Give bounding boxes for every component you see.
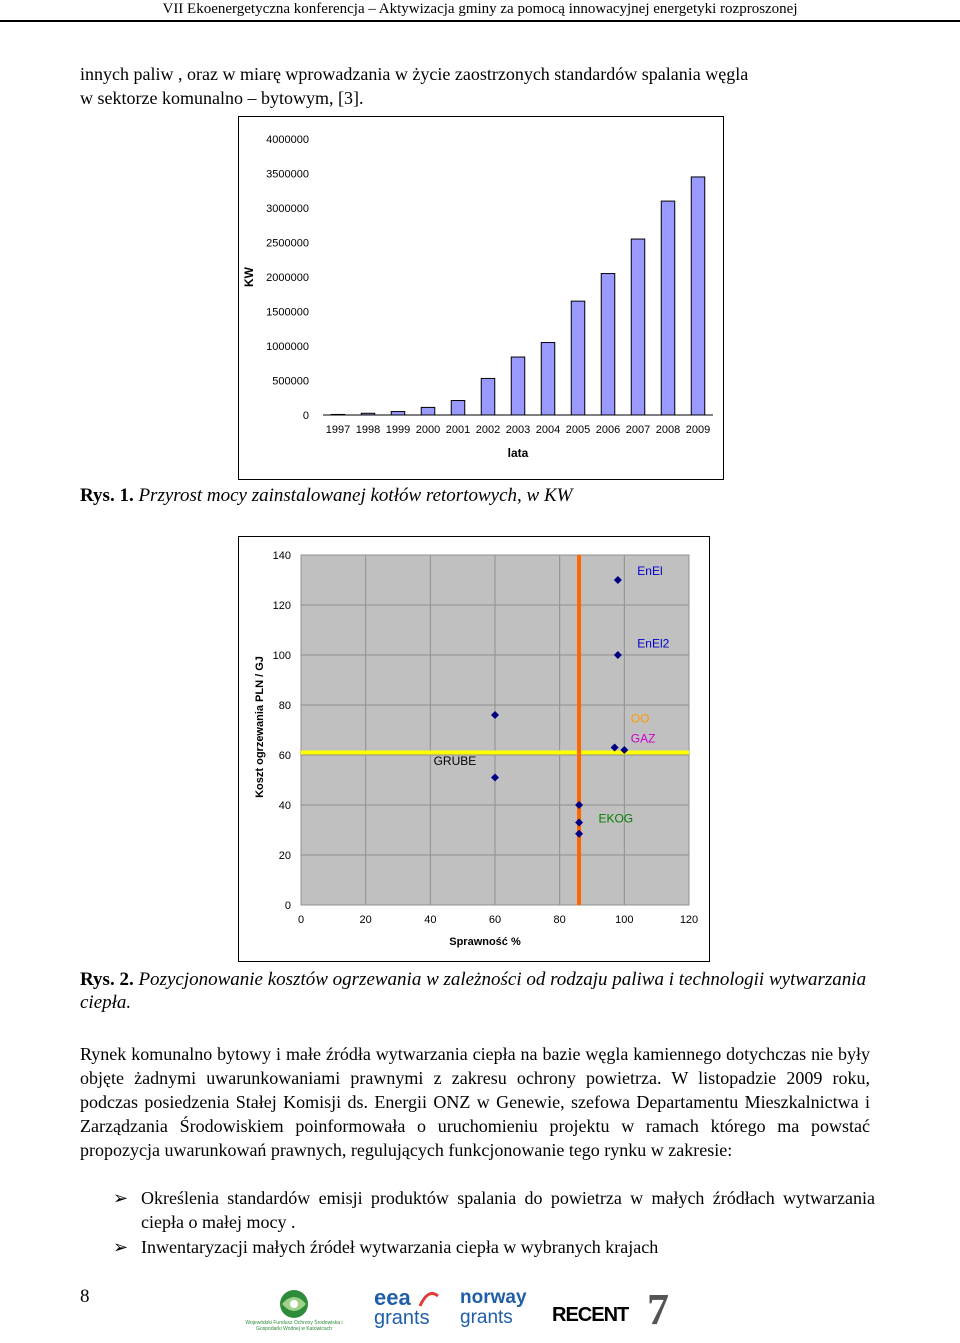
y-tick-label: 4000000 <box>266 134 309 146</box>
y-tick-label: 1500000 <box>266 306 309 319</box>
recent-text: RECENT <box>552 1304 629 1326</box>
bar <box>571 301 585 415</box>
figure-2-caption <box>80 968 870 1014</box>
y-tick-label: 140 <box>272 550 291 562</box>
fp7-text: 7 <box>647 1285 669 1334</box>
figure-2-text: Pozycjonowanie kosztów ogrzewania w zależności od rodzaju paliwa i technologii wytwarzania ciepła. <box>80 969 867 1013</box>
wfosigw-text: Wojewódzki Fundusz Ochrony Środowiska i Gospodarki Wodnej w Katowicach <box>245 1320 343 1332</box>
point-label: GAZ <box>630 731 656 746</box>
x-tick-label: 100 <box>615 914 634 926</box>
point-label: EnEl2 <box>637 636 670 651</box>
bullet-item-1 <box>115 1186 875 1234</box>
bar <box>511 357 525 415</box>
recent-logo <box>552 1304 629 1328</box>
x-axis-title: lata <box>507 446 529 460</box>
x-tick-label: 2006 <box>595 424 621 436</box>
x-tick-label: 2002 <box>475 424 501 436</box>
x-tick-label: 2008 <box>655 424 681 436</box>
header-rule <box>0 20 960 22</box>
y-tick-label: 3000000 <box>266 203 309 215</box>
x-tick-label: 2005 <box>565 424 591 436</box>
y-tick-label: 80 <box>278 700 291 712</box>
x-tick-label: 1999 <box>385 424 411 436</box>
x-axis-title: Sprawność % <box>449 936 521 948</box>
y-axis-title: KW <box>242 267 256 287</box>
x-tick-label: 120 <box>679 914 699 926</box>
y-tick-label: 500000 <box>272 375 309 388</box>
x-tick-label: 2003 <box>505 424 531 436</box>
running-header: VII Ekoenergetyczna konferencja – Aktywizacja gminy za pomocą innowacyjnej energetyki rozproszonej <box>162 1 798 17</box>
eea-swirl-icon <box>418 1288 440 1310</box>
x-tick-label: 1997 <box>325 424 351 436</box>
x-tick-label: 2004 <box>535 424 561 436</box>
page-number: 8 <box>80 1286 90 1307</box>
x-tick-label: 20 <box>359 914 372 926</box>
x-tick-label: 0 <box>297 914 305 926</box>
eea-grants-text: grants <box>374 1307 430 1329</box>
x-tick-label: 2000 <box>415 424 441 436</box>
intro-line-1: innych paliw , oraz w miarę wprowadzania w życie zaostrzonych standardów spalania węgla <box>80 64 749 84</box>
bar <box>541 343 555 415</box>
y-tick-label: 1000000 <box>266 341 309 353</box>
bullet-arrow-icon: ➢ <box>113 1237 129 1257</box>
figure-1-label: Rys. 1. <box>80 485 134 506</box>
bar <box>421 407 435 415</box>
y-tick-label: 60 <box>278 750 291 762</box>
y-tick-label: 2000000 <box>266 272 309 284</box>
bar-chart-frame <box>238 116 724 480</box>
y-tick-label: 0 <box>302 410 309 422</box>
y-tick-label: 40 <box>278 800 291 812</box>
x-tick-label: 2001 <box>445 424 471 436</box>
scatter-chart <box>239 537 709 961</box>
bar <box>391 412 405 415</box>
bar <box>451 401 465 415</box>
x-tick-label: 2009 <box>685 424 711 436</box>
eea-text: eea <box>374 1285 411 1310</box>
y-axis-title: Koszt ogrzewania PLN / GJ <box>254 656 266 798</box>
bar <box>631 239 645 415</box>
x-tick-label: 60 <box>488 914 502 926</box>
bar <box>691 177 705 415</box>
y-tick-label: 120 <box>272 600 291 612</box>
x-tick-label: 40 <box>424 914 437 926</box>
fp7-logo <box>630 1285 686 1338</box>
figure-1-text: Przyrost mocy zainstalowanej kotłów retortowych, w KW <box>133 485 573 506</box>
bullet-text-1: Określenia standardów emisji produktów spalania do powietrza w małych źródłach wytwarzania ciepła o małej mocy . <box>141 1188 875 1232</box>
point-label: EnEl <box>637 564 663 578</box>
x-tick-label: 1998 <box>355 424 381 436</box>
bullet-arrow-icon: ➢ <box>113 1188 129 1208</box>
bar <box>481 378 495 415</box>
point-label: OO <box>630 711 650 726</box>
y-tick-label: 0 <box>284 900 291 912</box>
bullet-item-2 <box>115 1235 875 1259</box>
bar <box>661 201 675 415</box>
bar-chart <box>239 117 723 479</box>
bar <box>601 274 615 415</box>
point-label: EKOG <box>598 811 634 826</box>
bar <box>361 413 375 415</box>
norway-grants-logo <box>460 1288 538 1338</box>
y-tick-label: 2500000 <box>266 237 309 250</box>
bar <box>331 414 345 415</box>
eea-grants-logo <box>374 1285 440 1338</box>
norway-grants-text: grants <box>460 1307 513 1328</box>
figure-2-label: Rys. 2. <box>80 969 134 990</box>
point-label: GRUBE <box>433 754 477 768</box>
y-tick-label: 20 <box>278 850 291 862</box>
intro-line-2: w sektorze komunalno – bytowym, [3]. <box>80 88 364 108</box>
bullet-text-2: Inwentaryzacji małych źródeł wytwarzania ciepła w wybranych krajach <box>141 1237 659 1257</box>
scatter-chart-frame <box>238 536 710 962</box>
x-tick-label: 80 <box>553 914 566 926</box>
y-tick-label: 3500000 <box>266 168 309 181</box>
body-paragraph: Rynek komunalno bytowy i małe źródła wytwarzania ciepła na bazie węgla kamiennego dotychczas nie były objęte żadnymi uwarunkowaniami prawnymi z zakresu ochrony powietrza. W listopadzie 2009 roku, podczas posiedzenia Stałej Komisji ds. Energii ONZ w Genewie, szefowa Departamentu Mieszkalnictwa i Zarządzania Środowiskiem poinformowała o uruchomieniu projektu w ramach którego ma powstać propozycja uwarunkowań prawnych, regulujących funkcjonowanie tego rynku w zakresie: <box>80 1044 870 1160</box>
wfosigw-logo <box>232 1288 356 1338</box>
y-tick-label: 100 <box>272 650 291 662</box>
norway-text: norway <box>460 1287 527 1308</box>
figure-1-caption <box>80 484 870 507</box>
x-tick-label: 2007 <box>625 424 651 436</box>
